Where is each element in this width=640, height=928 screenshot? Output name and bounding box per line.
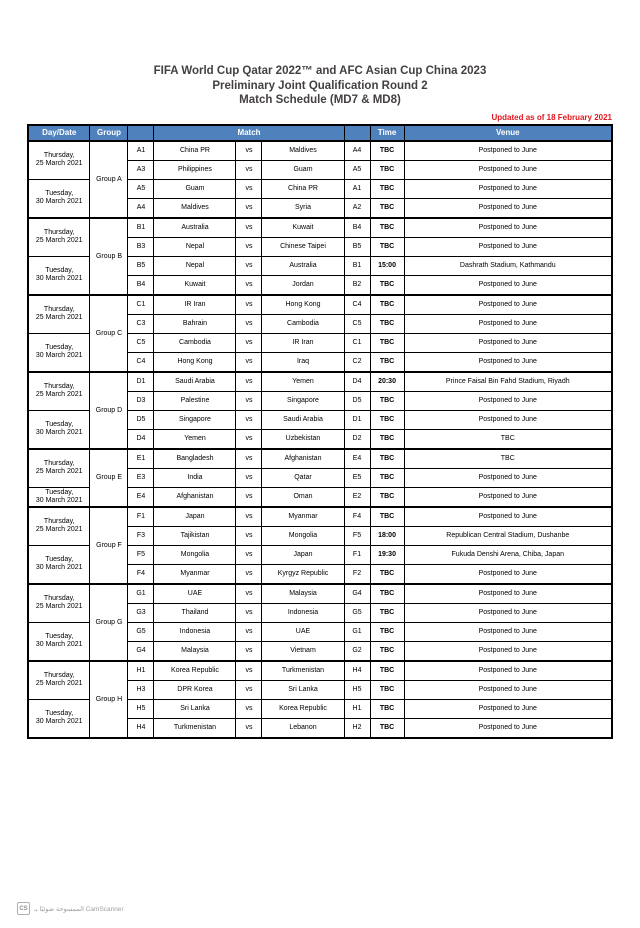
away-code-cell: A1 [344,179,370,198]
home-code-cell: F4 [128,564,154,584]
away-team-cell: Cambodia [262,314,344,333]
date-cell: Tuesday, 30 March 2021 [28,487,90,507]
venue-cell: Postponed to June [404,237,612,256]
away-code-cell: E5 [344,468,370,487]
away-team-cell: China PR [262,179,344,198]
home-team-cell: Kuwait [154,275,236,295]
time-cell: TBC [370,449,404,469]
time-cell: 18:00 [370,526,404,545]
time-cell: TBC [370,218,404,238]
date-cell: Tuesday, 30 March 2021 [28,410,90,449]
away-code-cell: D4 [344,372,370,392]
time-cell: TBC [370,718,404,738]
away-team-cell: Kuwait [262,218,344,238]
home-code-cell: A1 [128,141,154,161]
time-cell: TBC [370,333,404,352]
home-code-cell: C1 [128,295,154,315]
home-code-cell: D3 [128,391,154,410]
vs-cell: vs [236,141,262,161]
vs-cell: vs [236,160,262,179]
away-code-cell: C5 [344,314,370,333]
away-code-cell: G2 [344,641,370,661]
date-cell: Thursday, 25 March 2021 [28,295,90,334]
group-cell: Group C [90,295,128,372]
away-code-cell: E2 [344,487,370,507]
away-team-cell: Hong Kong [262,295,344,315]
away-code-cell: C4 [344,295,370,315]
date-cell: Thursday, 25 March 2021 [28,372,90,411]
away-team-cell: Yemen [262,372,344,392]
venue-cell: Republican Central Stadium, Dushanbe [404,526,612,545]
venue-cell: Postponed to June [404,410,612,429]
home-team-cell: Hong Kong [154,352,236,372]
home-team-cell: Tajikistan [154,526,236,545]
away-team-cell: Jordan [262,275,344,295]
venue-cell: Postponed to June [404,487,612,507]
vs-cell: vs [236,198,262,218]
away-team-cell: Afghanistan [262,449,344,469]
away-code-cell: A5 [344,160,370,179]
header-match: Match [154,125,344,141]
away-team-cell: Sri Lanka [262,680,344,699]
home-code-cell: H4 [128,718,154,738]
venue-cell: Postponed to June [404,333,612,352]
home-code-cell: G4 [128,641,154,661]
away-team-cell: Turkmenistan [262,661,344,681]
away-team-cell: Kyrgyz Republic [262,564,344,584]
time-cell: TBC [370,314,404,333]
home-code-cell: G5 [128,622,154,641]
vs-cell: vs [236,179,262,198]
away-team-cell: Iraq [262,352,344,372]
match-row [28,218,612,238]
time-cell: 15:00 [370,256,404,275]
venue-cell: Postponed to June [404,218,612,238]
header-venue: Venue [404,125,612,141]
home-code-cell: B3 [128,237,154,256]
venue-cell: Postponed to June [404,680,612,699]
match-row [28,295,612,315]
away-team-cell: Korea Republic [262,699,344,718]
home-code-cell: B4 [128,275,154,295]
match-row [28,449,612,469]
away-team-cell: UAE [262,622,344,641]
home-code-cell: C5 [128,333,154,352]
date-cell: Thursday, 25 March 2021 [28,218,90,257]
venue-cell: TBC [404,429,612,449]
away-code-cell: B1 [344,256,370,275]
home-code-cell: A3 [128,160,154,179]
home-team-cell: Yemen [154,429,236,449]
time-cell: TBC [370,160,404,179]
home-team-cell: DPR Korea [154,680,236,699]
away-team-cell: Myanmar [262,507,344,527]
venue-cell: Postponed to June [404,391,612,410]
home-team-cell: Thailand [154,603,236,622]
away-team-cell: IR Iran [262,333,344,352]
home-team-cell: China PR [154,141,236,161]
away-code-cell: H1 [344,699,370,718]
time-cell: TBC [370,295,404,315]
vs-cell: vs [236,718,262,738]
time-cell: TBC [370,564,404,584]
away-code-cell: B2 [344,275,370,295]
match-row [28,141,612,161]
time-cell: TBC [370,603,404,622]
venue-cell: Postponed to June [404,179,612,198]
home-code-cell: C4 [128,352,154,372]
date-cell: Thursday, 25 March 2021 [28,449,90,488]
time-cell: TBC [370,352,404,372]
time-cell: TBC [370,507,404,527]
time-cell: TBC [370,179,404,198]
home-team-cell: Mongolia [154,545,236,564]
away-team-cell: Guam [262,160,344,179]
header-code-left [128,125,154,141]
venue-cell: Dashrath Stadium, Kathmandu [404,256,612,275]
title-line-3: Match Schedule (MD7 & MD8) [239,94,401,106]
venue-cell: Postponed to June [404,141,612,161]
venue-cell: Postponed to June [404,641,612,661]
header-time: Time [370,125,404,141]
home-code-cell: H5 [128,699,154,718]
away-code-cell: F1 [344,545,370,564]
time-cell: TBC [370,699,404,718]
date-cell: Tuesday, 30 March 2021 [28,622,90,661]
venue-cell: Postponed to June [404,468,612,487]
group-cell: Group G [90,584,128,661]
away-team-cell: Singapore [262,391,344,410]
home-code-cell: H3 [128,680,154,699]
group-cell: Group B [90,218,128,295]
group-cell: Group A [90,141,128,218]
away-code-cell: A2 [344,198,370,218]
vs-cell: vs [236,468,262,487]
date-cell: Tuesday, 30 March 2021 [28,256,90,295]
date-cell: Tuesday, 30 March 2021 [28,699,90,738]
match-row [28,584,612,604]
home-team-cell: Maldives [154,198,236,218]
venue-cell: Postponed to June [404,564,612,584]
away-team-cell: Australia [262,256,344,275]
vs-cell: vs [236,275,262,295]
header-day-date: Day/Date [28,125,90,141]
away-code-cell: F5 [344,526,370,545]
time-cell: TBC [370,237,404,256]
venue-cell: Postponed to June [404,352,612,372]
home-team-cell: Japan [154,507,236,527]
time-cell: TBC [370,468,404,487]
home-team-cell: India [154,468,236,487]
match-row [28,372,612,392]
time-cell: 20:30 [370,372,404,392]
away-team-cell: Mongolia [262,526,344,545]
home-team-cell: Singapore [154,410,236,429]
away-code-cell: H5 [344,680,370,699]
home-code-cell: B1 [128,218,154,238]
home-team-cell: Bangladesh [154,449,236,469]
away-team-cell: Uzbekistan [262,429,344,449]
time-cell: TBC [370,487,404,507]
time-cell: TBC [370,429,404,449]
home-code-cell: F3 [128,526,154,545]
home-code-cell: H1 [128,661,154,681]
home-code-cell: E1 [128,449,154,469]
vs-cell: vs [236,584,262,604]
away-team-cell: Lebanon [262,718,344,738]
time-cell: TBC [370,661,404,681]
away-team-cell: Chinese Taipei [262,237,344,256]
group-cell: Group D [90,372,128,449]
venue-cell: Postponed to June [404,622,612,641]
venue-cell: Postponed to June [404,314,612,333]
away-team-cell: Syria [262,198,344,218]
vs-cell: vs [236,680,262,699]
match-schedule-table [27,124,613,739]
vs-cell: vs [236,622,262,641]
time-cell: TBC [370,680,404,699]
away-code-cell: E4 [344,449,370,469]
vs-cell: vs [236,429,262,449]
home-team-cell: Palestine [154,391,236,410]
away-code-cell: D5 [344,391,370,410]
vs-cell: vs [236,449,262,469]
home-code-cell: E3 [128,468,154,487]
vs-cell: vs [236,295,262,315]
away-team-cell: Malaysia [262,584,344,604]
vs-cell: vs [236,333,262,352]
home-team-cell: Myanmar [154,564,236,584]
time-cell: TBC [370,622,404,641]
vs-cell: vs [236,487,262,507]
home-code-cell: E4 [128,487,154,507]
camscanner-logo-icon: CS [17,902,30,915]
home-team-cell: Indonesia [154,622,236,641]
home-team-cell: Afghanistan [154,487,236,507]
vs-cell: vs [236,545,262,564]
updated-note: Updated as of 18 February 2021 [491,112,612,122]
vs-cell: vs [236,391,262,410]
home-team-cell: Bahrain [154,314,236,333]
home-team-cell: Nepal [154,237,236,256]
time-cell: TBC [370,141,404,161]
vs-cell: vs [236,314,262,333]
venue-cell: Postponed to June [404,718,612,738]
venue-cell: Postponed to June [404,160,612,179]
home-code-cell: G3 [128,603,154,622]
away-team-cell: Saudi Arabia [262,410,344,429]
home-team-cell: Saudi Arabia [154,372,236,392]
header-group: Group [90,125,128,141]
venue-cell: Postponed to June [404,584,612,604]
home-team-cell: Guam [154,179,236,198]
vs-cell: vs [236,410,262,429]
time-cell: TBC [370,275,404,295]
home-team-cell: Australia [154,218,236,238]
match-row [28,507,612,527]
vs-cell: vs [236,661,262,681]
away-team-cell: Qatar [262,468,344,487]
venue-cell: Postponed to June [404,198,612,218]
watermark-text: الممسوحة ضوئيًا بـ CamScanner [34,905,124,913]
away-team-cell: Indonesia [262,603,344,622]
vs-cell: vs [236,352,262,372]
home-code-cell: A5 [128,179,154,198]
time-cell: TBC [370,198,404,218]
home-code-cell: A4 [128,198,154,218]
group-cell: Group E [90,449,128,507]
home-code-cell: D4 [128,429,154,449]
date-cell: Thursday, 25 March 2021 [28,584,90,623]
away-code-cell: G4 [344,584,370,604]
venue-cell: Prince Faisal Bin Fahd Stadium, Riyadh [404,372,612,392]
away-code-cell: D2 [344,429,370,449]
home-code-cell: F5 [128,545,154,564]
date-cell: Tuesday, 30 March 2021 [28,333,90,372]
venue-cell: Postponed to June [404,275,612,295]
date-cell: Tuesday, 30 March 2021 [28,179,90,218]
away-team-cell: Vietnam [262,641,344,661]
away-code-cell: B4 [344,218,370,238]
scanner-watermark [17,902,124,915]
away-code-cell: C2 [344,352,370,372]
home-code-cell: D5 [128,410,154,429]
vs-cell: vs [236,564,262,584]
vs-cell: vs [236,256,262,275]
vs-cell: vs [236,603,262,622]
away-code-cell: C1 [344,333,370,352]
venue-cell: Postponed to June [404,507,612,527]
date-cell: Thursday, 25 March 2021 [28,661,90,700]
home-code-cell: G1 [128,584,154,604]
vs-cell: vs [236,526,262,545]
time-cell: TBC [370,410,404,429]
vs-cell: vs [236,218,262,238]
away-code-cell: F2 [344,564,370,584]
group-cell: Group H [90,661,128,738]
document-title [0,0,640,108]
date-cell: Tuesday, 30 March 2021 [28,545,90,584]
date-cell: Thursday, 25 March 2021 [28,141,90,180]
home-team-cell: Cambodia [154,333,236,352]
table-header-row [28,125,612,141]
group-cell: Group F [90,507,128,584]
away-code-cell: D1 [344,410,370,429]
home-code-cell: C3 [128,314,154,333]
time-cell: TBC [370,641,404,661]
venue-cell: Postponed to June [404,603,612,622]
home-team-cell: UAE [154,584,236,604]
title-line-1: FIFA World Cup Qatar 2022™ and AFC Asian Cup China 2023 [153,65,487,77]
home-team-cell: Nepal [154,256,236,275]
home-team-cell: Malaysia [154,641,236,661]
home-team-cell: Korea Republic [154,661,236,681]
vs-cell: vs [236,699,262,718]
home-team-cell: Philippines [154,160,236,179]
header-code-right [344,125,370,141]
home-code-cell: B5 [128,256,154,275]
time-cell: TBC [370,584,404,604]
away-code-cell: H2 [344,718,370,738]
away-code-cell: G5 [344,603,370,622]
vs-cell: vs [236,237,262,256]
venue-cell: Fukuda Denshi Arena, Chiba, Japan [404,545,612,564]
vs-cell: vs [236,507,262,527]
time-cell: 19:30 [370,545,404,564]
time-cell: TBC [370,391,404,410]
vs-cell: vs [236,641,262,661]
home-team-cell: IR Iran [154,295,236,315]
venue-cell: Postponed to June [404,295,612,315]
home-code-cell: F1 [128,507,154,527]
match-row [28,661,612,681]
away-code-cell: B5 [344,237,370,256]
away-code-cell: F4 [344,507,370,527]
away-code-cell: A4 [344,141,370,161]
title-line-2: Preliminary Joint Qualification Round 2 [212,79,428,92]
schedule-body [28,141,612,738]
away-team-cell: Oman [262,487,344,507]
away-code-cell: G1 [344,622,370,641]
away-team-cell: Japan [262,545,344,564]
vs-cell: vs [236,372,262,392]
venue-cell: TBC [404,449,612,469]
away-team-cell: Maldives [262,141,344,161]
venue-cell: Postponed to June [404,661,612,681]
home-team-cell: Turkmenistan [154,718,236,738]
away-code-cell: H4 [344,661,370,681]
home-code-cell: D1 [128,372,154,392]
date-cell: Thursday, 25 March 2021 [28,507,90,546]
home-team-cell: Sri Lanka [154,699,236,718]
venue-cell: Postponed to June [404,699,612,718]
